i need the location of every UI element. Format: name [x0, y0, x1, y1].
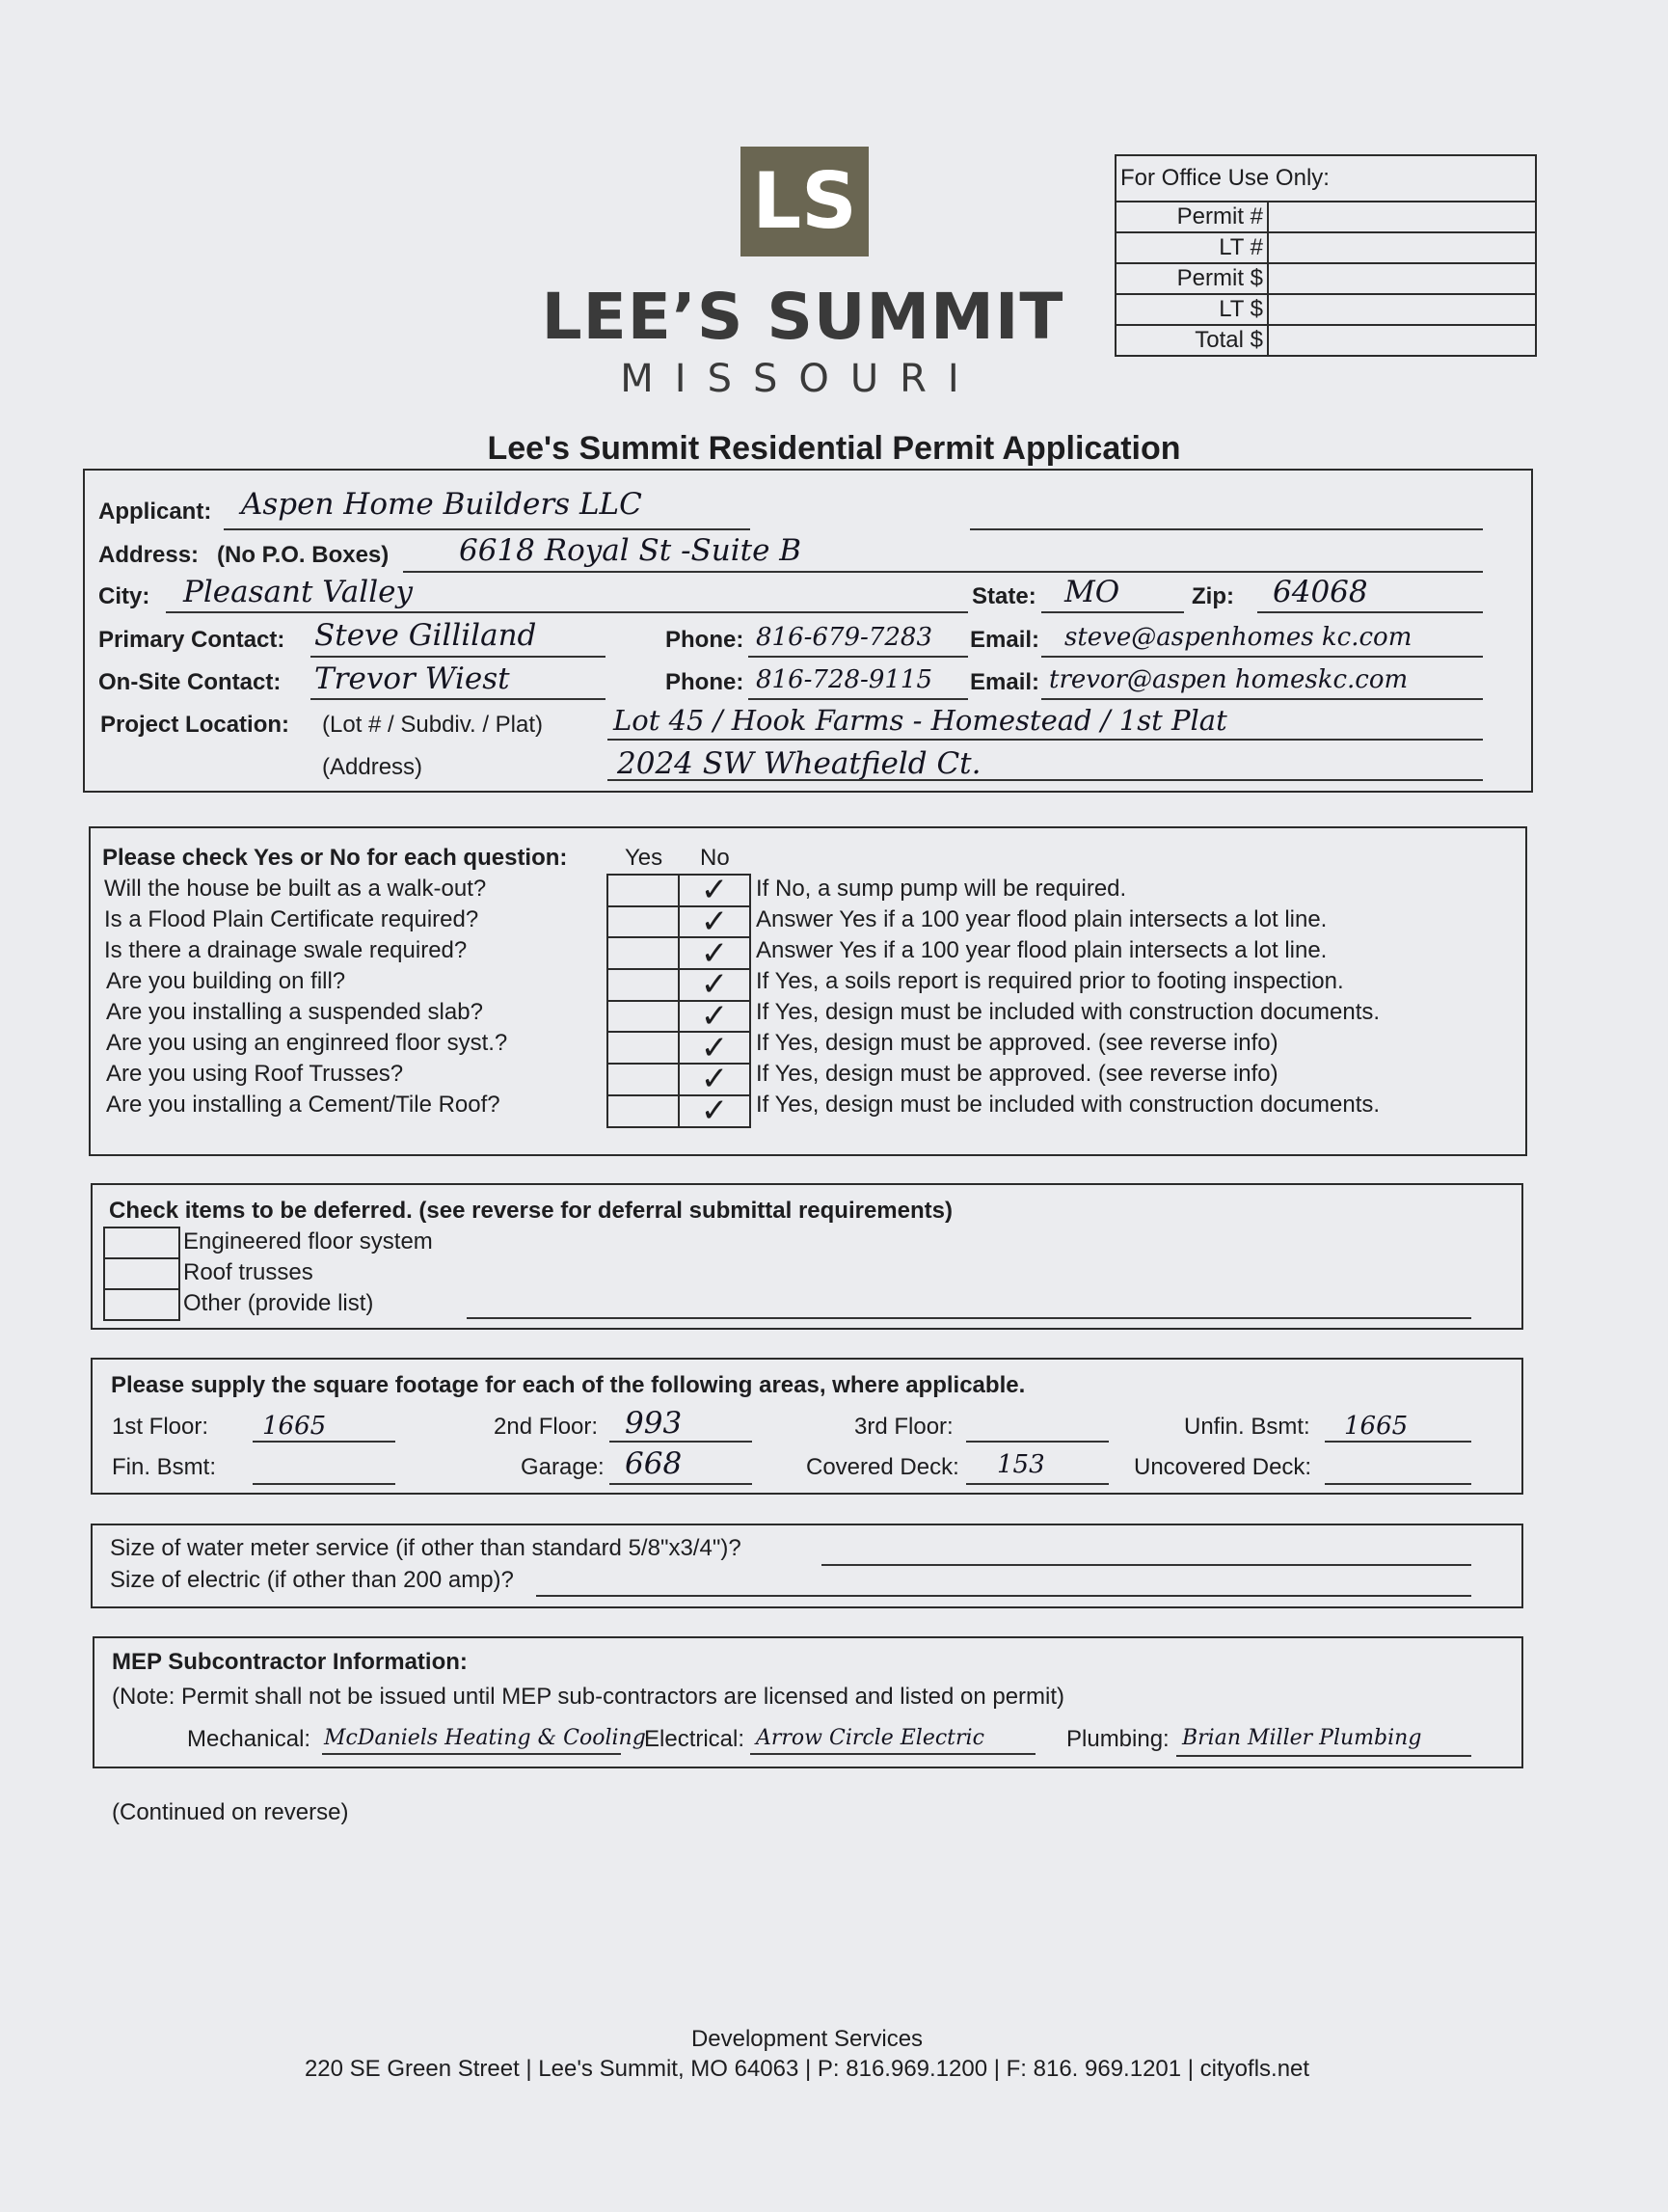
- city-label: City:: [98, 583, 150, 609]
- question-text: Is a Flood Plain Certificate required?: [104, 906, 479, 932]
- onsite-contact-label: On-Site Contact:: [98, 669, 282, 695]
- primary-phone-label: Phone:: [665, 627, 744, 653]
- deferred-checkboxes: [103, 1227, 180, 1321]
- primary-contact-value[interactable]: Steve Gilliland: [314, 618, 537, 653]
- no-checkbox[interactable]: ✓: [679, 937, 750, 969]
- continued-note: (Continued on reverse): [112, 1799, 349, 1825]
- city-line: [166, 611, 968, 613]
- yes-checkbox[interactable]: [607, 875, 679, 906]
- onsite-contact-line: [310, 698, 605, 700]
- no-checkbox[interactable]: ✓: [679, 969, 750, 1001]
- primary-contact-line: [310, 656, 605, 658]
- project-address-note: (Address): [322, 754, 423, 780]
- onsite-email-line: [1041, 698, 1483, 700]
- onsite-phone-label: Phone:: [665, 669, 744, 695]
- zip-label: Zip:: [1192, 583, 1234, 609]
- question-text: Will the house be built as a walk-out?: [104, 876, 487, 902]
- question-note: If Yes, design must be included with construction documents.: [756, 999, 1381, 1025]
- applicant-label: Applicant:: [98, 499, 212, 525]
- question-note: If Yes, a soils report is required prior to footing inspection.: [756, 968, 1344, 994]
- mep-header: MEP Subcontractor Information:: [112, 1649, 468, 1675]
- question-text: Are you using Roof Trusses?: [106, 1061, 404, 1087]
- first-floor-value[interactable]: 1665: [262, 1412, 327, 1441]
- deferred-checkbox[interactable]: [104, 1258, 179, 1289]
- plumbing-label: Plumbing:: [1066, 1726, 1170, 1752]
- applicant-value[interactable]: Aspen Home Builders LLC: [241, 487, 642, 522]
- covered-deck-label: Covered Deck:: [806, 1454, 959, 1480]
- zip-value[interactable]: 64068: [1273, 575, 1368, 609]
- primary-email-label: Email:: [970, 627, 1040, 653]
- brand-state: MISSOURI: [620, 357, 981, 401]
- office-row-field[interactable]: [1268, 263, 1536, 294]
- yes-header: Yes: [625, 845, 663, 871]
- lot-note: (Lot # / Subdiv. / Plat): [322, 712, 543, 738]
- primary-phone-line: [748, 656, 968, 658]
- yes-checkbox[interactable]: [607, 1064, 679, 1095]
- plumbing-value[interactable]: Brian Miller Plumbing: [1182, 1726, 1422, 1750]
- fin-bsmt-line: [253, 1483, 395, 1485]
- primary-phone-value[interactable]: 816-679-7283: [756, 623, 932, 652]
- garage-value[interactable]: 668: [625, 1446, 683, 1481]
- project-address-value[interactable]: 2024 SW Wheatfield Ct.: [617, 746, 982, 781]
- office-row-label: LT $: [1116, 294, 1268, 325]
- mechanical-label: Mechanical:: [187, 1726, 311, 1752]
- address-label: Address:: [98, 542, 200, 568]
- question-text: Are you using an enginreed floor syst.?: [106, 1030, 508, 1056]
- unfin-bsmt-value[interactable]: 1665: [1344, 1412, 1409, 1441]
- mechanical-value[interactable]: McDaniels Heating & Cooling: [324, 1726, 646, 1750]
- water-meter-label: Size of water meter service (if other than standard 5/8"x3/4")?: [110, 1535, 741, 1561]
- sqft-header: Please supply the square footage for each of the following areas, where applicable.: [111, 1372, 1026, 1398]
- yes-no-grid: [606, 874, 751, 1128]
- state-line: [1041, 611, 1184, 613]
- onsite-email-label: Email:: [970, 669, 1040, 695]
- question-note: Answer Yes if a 100 year flood plain intersects a lot line.: [756, 906, 1328, 932]
- deferred-checkbox[interactable]: [104, 1227, 179, 1258]
- mechanical-line: [322, 1753, 621, 1755]
- primary-email-line: [1041, 656, 1483, 658]
- primary-email-value[interactable]: steve@aspenhomes kc.com: [1064, 623, 1412, 652]
- question-text: Are you building on fill?: [106, 968, 346, 994]
- address-line: [403, 571, 1483, 573]
- deferred-item: Roof trusses: [183, 1259, 313, 1285]
- uncovered-deck-line: [1325, 1483, 1471, 1485]
- onsite-phone-value[interactable]: 816-728-9115: [756, 665, 932, 694]
- office-row-field[interactable]: [1268, 232, 1536, 263]
- no-checkbox[interactable]: ✓: [679, 1095, 750, 1127]
- second-floor-label: 2nd Floor:: [494, 1414, 599, 1440]
- project-location-label: Project Location:: [100, 712, 290, 738]
- deferred-header: Check items to be deferred. (see reverse for deferral submittal requirements): [109, 1198, 953, 1224]
- applicant-line-2: [970, 528, 1483, 530]
- third-floor-line: [966, 1441, 1109, 1443]
- office-row-label: Permit #: [1116, 202, 1268, 232]
- first-floor-line: [253, 1441, 395, 1443]
- question-note: If Yes, design must be approved. (see reverse info): [756, 1061, 1278, 1087]
- footer-contact: 220 SE Green Street | Lee's Summit, MO 64063 | P: 816.969.1200 | F: 816. 969.1201 | cityofls.net: [304, 2056, 1310, 2082]
- question-text: Is there a drainage swale required?: [104, 937, 468, 963]
- covered-deck-value[interactable]: 153: [997, 1450, 1045, 1479]
- plumbing-line: [1176, 1755, 1471, 1757]
- form-title: Lee's Summit Residential Permit Application: [487, 430, 1181, 467]
- question-note: Answer Yes if a 100 year flood plain intersects a lot line.: [756, 937, 1328, 963]
- yes-checkbox[interactable]: [607, 1032, 679, 1064]
- fin-bsmt-label: Fin. Bsmt:: [112, 1454, 217, 1480]
- office-row-label: Permit $: [1116, 263, 1268, 294]
- question-note: If Yes, design must be included with construction documents.: [756, 1092, 1381, 1118]
- yes-checkbox[interactable]: [607, 1001, 679, 1033]
- project-address-line: [607, 779, 1483, 781]
- state-label: State:: [972, 583, 1036, 609]
- deferred-checkbox[interactable]: [104, 1289, 179, 1320]
- office-use-title: For Office Use Only:: [1116, 155, 1536, 202]
- applicant-line: [224, 528, 750, 530]
- primary-contact-label: Primary Contact:: [98, 627, 285, 653]
- uncovered-deck-label: Uncovered Deck:: [1134, 1454, 1312, 1480]
- office-row-field[interactable]: [1268, 325, 1536, 356]
- no-header: No: [700, 845, 730, 871]
- mep-note: (Note: Permit shall not be issued until MEP sub-contractors are licensed and listed on permit): [112, 1684, 1065, 1710]
- garage-label: Garage:: [521, 1454, 605, 1480]
- address-note: (No P.O. Boxes): [217, 542, 390, 568]
- onsite-contact-value[interactable]: Trevor Wiest: [314, 661, 510, 696]
- lot-value[interactable]: Lot 45 / Hook Farms - Homestead / 1st Plat: [613, 704, 1227, 737]
- second-floor-value[interactable]: 993: [625, 1406, 683, 1441]
- first-floor-label: 1st Floor:: [112, 1414, 209, 1440]
- brand-name: LEE’S SUMMIT: [541, 280, 1064, 354]
- question-note: If No, a sump pump will be required.: [756, 876, 1127, 902]
- no-checkbox[interactable]: ✓: [679, 906, 750, 938]
- electrical-value[interactable]: Arrow Circle Electric: [756, 1726, 984, 1750]
- deferred-item: Engineered floor system: [183, 1228, 433, 1254]
- office-row-label: LT #: [1116, 232, 1268, 263]
- electrical-label: Electrical:: [644, 1726, 745, 1752]
- deferred-other-line: [467, 1317, 1471, 1319]
- onsite-phone-line: [748, 698, 968, 700]
- no-checkbox[interactable]: ✓: [679, 875, 750, 906]
- unfin-bsmt-line: [1325, 1441, 1471, 1443]
- question-note: If Yes, design must be approved. (see reverse info): [756, 1030, 1278, 1056]
- no-checkbox[interactable]: ✓: [679, 1001, 750, 1033]
- electric-size-label: Size of electric (if other than 200 amp)?: [110, 1567, 514, 1593]
- office-row-field[interactable]: [1268, 294, 1536, 325]
- office-row-field[interactable]: [1268, 202, 1536, 232]
- zip-line: [1257, 611, 1483, 613]
- city-logo: LS: [740, 147, 869, 256]
- electrical-line: [750, 1753, 1036, 1755]
- onsite-email-value[interactable]: trevor@aspen homeskc.com: [1049, 665, 1409, 694]
- garage-line: [609, 1483, 752, 1485]
- state-value[interactable]: MO: [1064, 575, 1120, 609]
- covered-deck-line: [966, 1483, 1109, 1485]
- no-checkbox[interactable]: ✓: [679, 1064, 750, 1095]
- office-use-table: [1115, 154, 1537, 357]
- office-row-label: Total $: [1116, 325, 1268, 356]
- footer-department: Development Services: [690, 2026, 924, 2052]
- deferred-item: Other (provide list): [183, 1290, 374, 1316]
- lot-line: [607, 739, 1483, 741]
- yes-checkbox[interactable]: [607, 1095, 679, 1127]
- question-text: Are you installing a Cement/Tile Roof?: [106, 1092, 500, 1118]
- third-floor-label: 3rd Floor:: [854, 1414, 954, 1440]
- unfin-bsmt-label: Unfin. Bsmt:: [1184, 1414, 1310, 1440]
- questions-header: Please check Yes or No for each question:: [102, 845, 568, 871]
- yes-checkbox[interactable]: [607, 937, 679, 969]
- yes-checkbox[interactable]: [607, 969, 679, 1001]
- water-meter-line: [821, 1564, 1471, 1566]
- question-text: Are you installing a suspended slab?: [106, 999, 483, 1025]
- electric-size-line: [536, 1595, 1471, 1597]
- second-floor-line: [609, 1441, 752, 1443]
- address-value[interactable]: 6618 Royal St -Suite B: [459, 533, 802, 568]
- city-value[interactable]: Pleasant Valley: [183, 575, 413, 609]
- yes-checkbox[interactable]: [607, 906, 679, 938]
- no-checkbox[interactable]: ✓: [679, 1032, 750, 1064]
